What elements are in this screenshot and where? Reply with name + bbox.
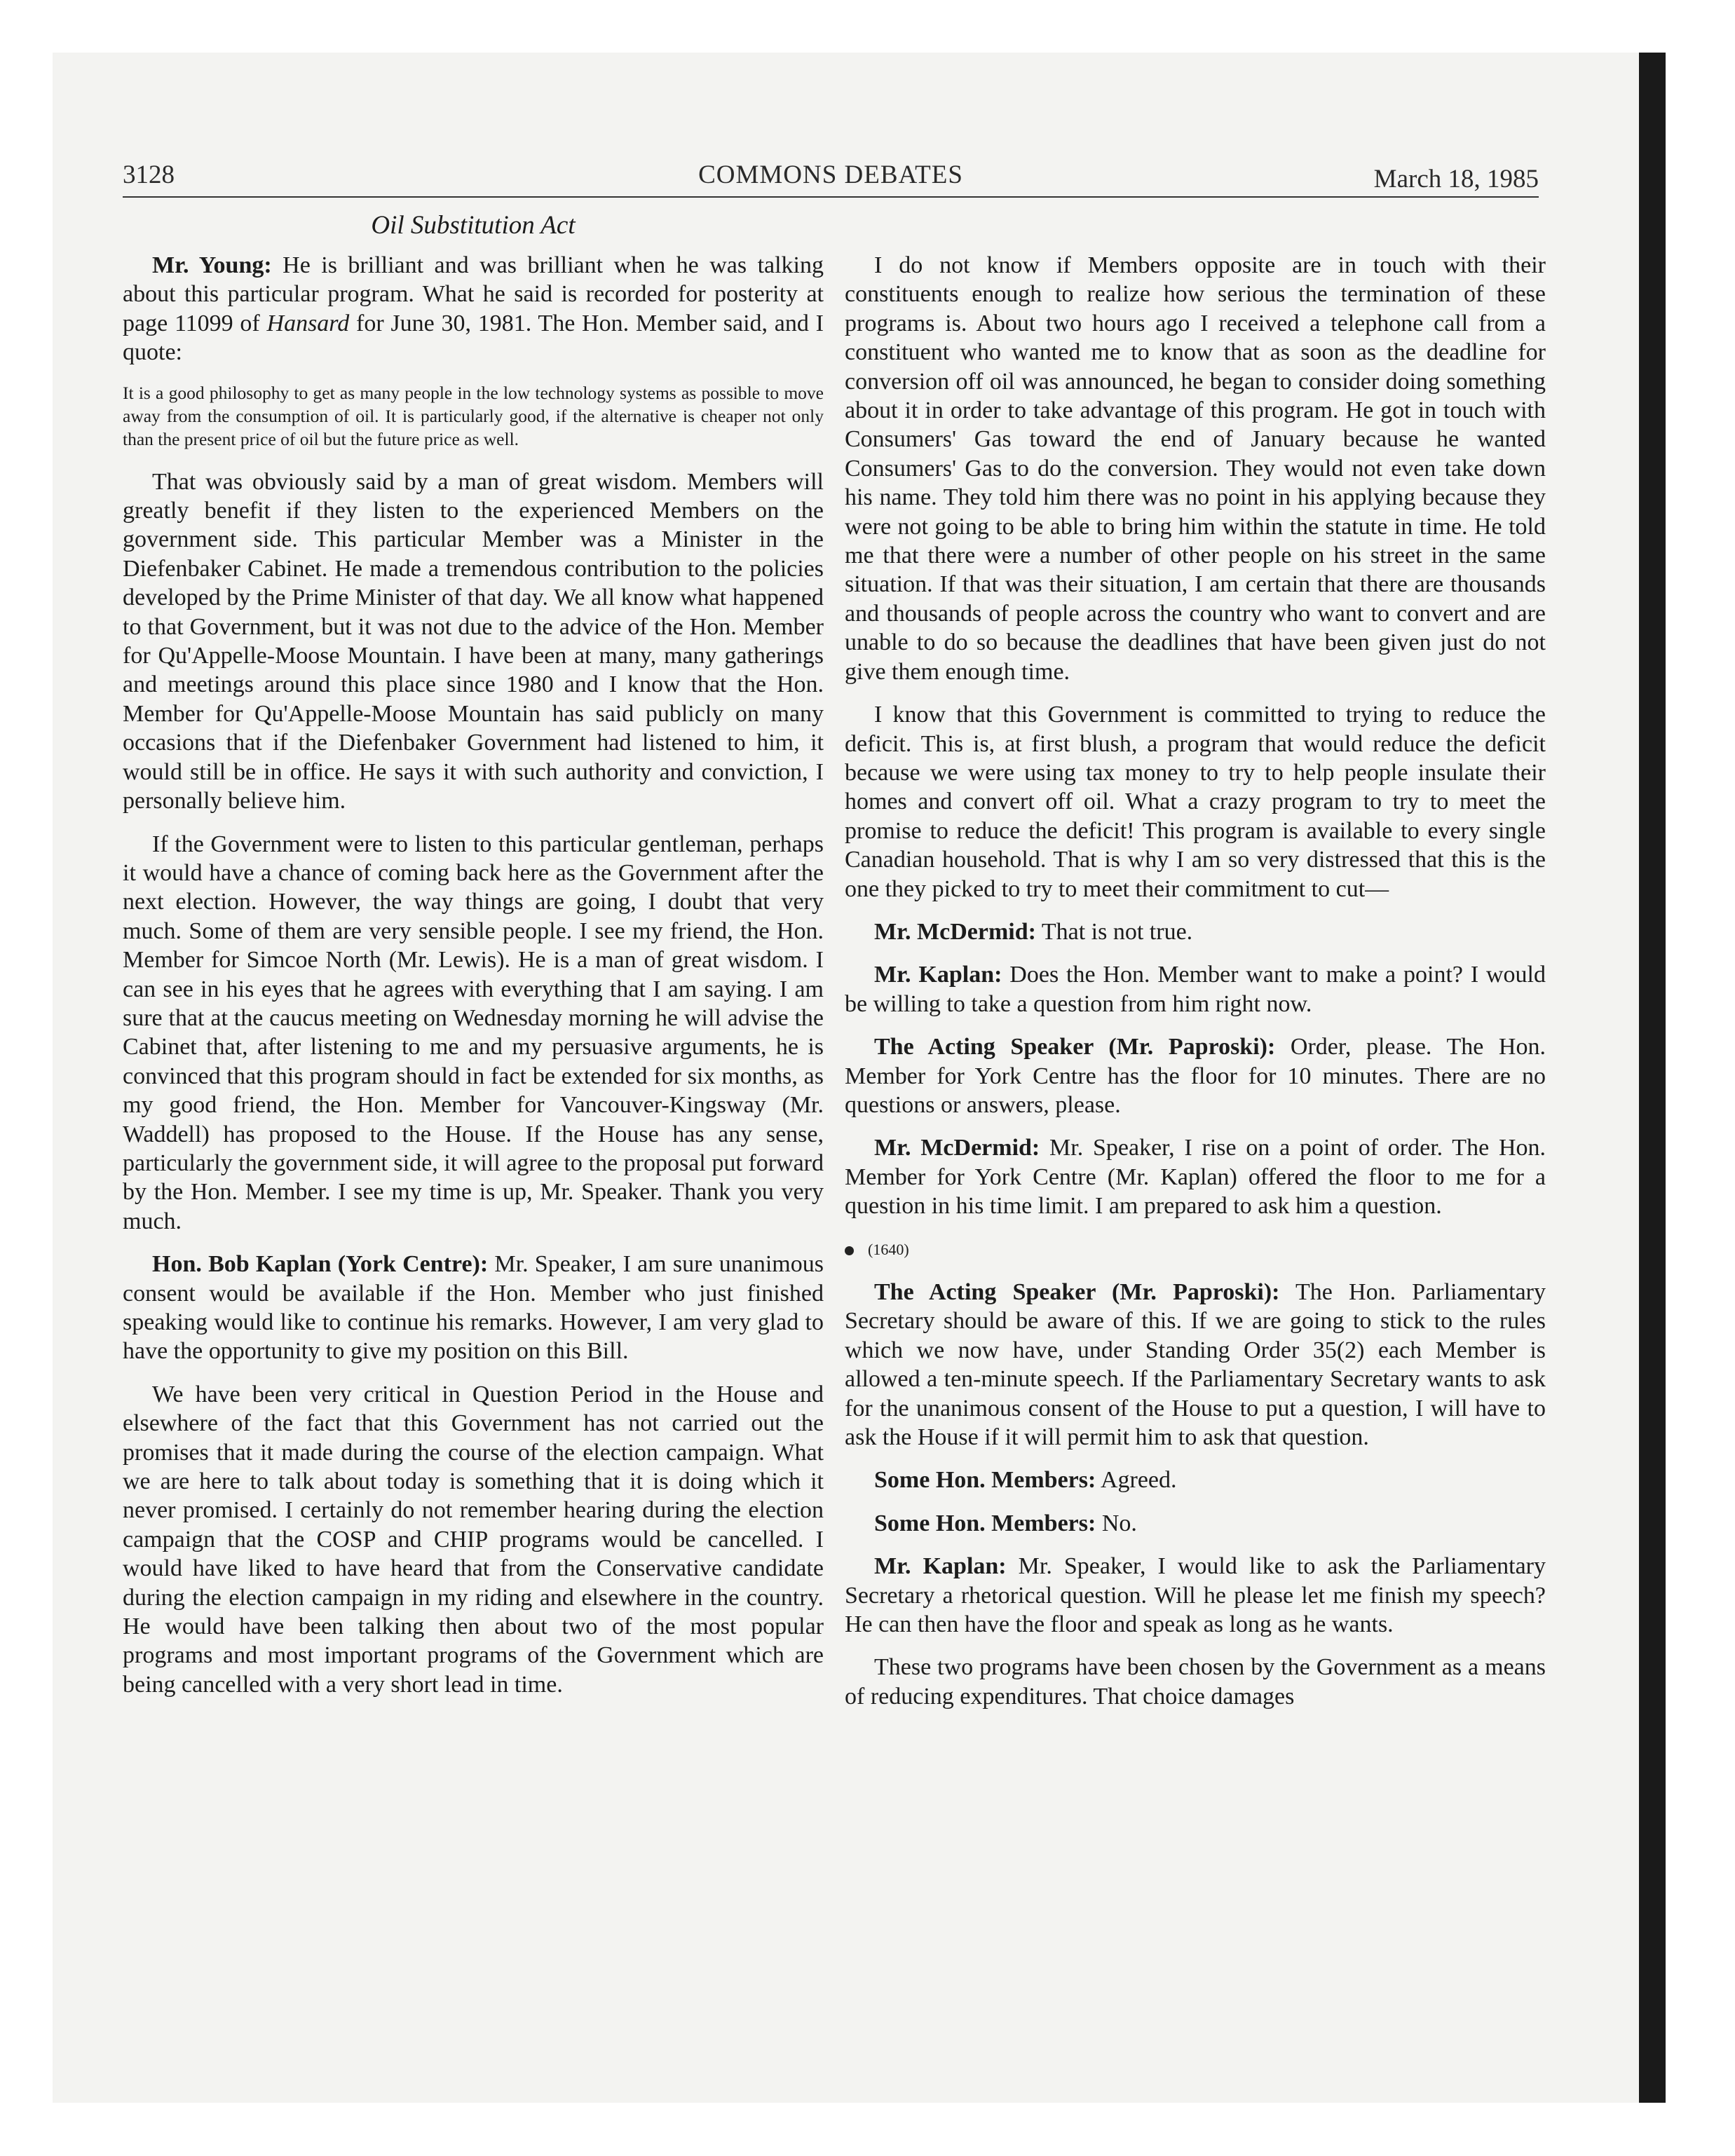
paragraph: I know that this Government is committed to trying to reduce the deficit. This is, at first blush, a program that would reduce the deficit because we were using tax money to try to help people insulate their homes and convert off oil. What a crazy program to try to meet the promise to reduce the deficit! This program is available to every single Canadian household. That is why I am so very distressed that this is the one they picked to try to meet their commitment to cut— [845, 702, 1546, 902]
paragraph: These two programs have been chosen by the Government as a means of reducing expenditures. That choice damages [845, 1654, 1546, 1710]
speaker-name: The Acting Speaker (Mr. Paproski): [874, 1034, 1276, 1060]
paragraph: I do not know if Members opposite are in touch with their constituents enough to realize how serious the termination of these programs is. About two hours ago I received a telephone call from a constituent who wanted me to know that as soon as the deadline for conversion off oil was announced, he began to consider doing something about it in order to take advantage of this program. He got in touch with Consumers' Gas toward the end of January because he wanted Consumers' Gas to do the conversion. They would not even take down his name. They told him there was no point in his applying because they were not going to be able to bring him within the statute in time. He told me that there were a number of other people on his street in the same situation. If that was their situation, I am certain that there are thousands and thousands of people across the country who want to convert and are unable to do so because the deadlines that have been given just do not give them enough time. [845, 252, 1546, 685]
speaker-name: Some Hon. Members: [874, 1510, 1096, 1536]
paragraph: If the Government were to listen to this particular gentleman, perhaps it would have a chance of coming back here as the Government after the next election. However, the way things are going, I doubt that very much. Some of them are very sensible people. I see my friend, the Hon. Member for Simcoe North (Mr. Lewis). He is a man of great wisdom. I can see in his eyes that he agrees with everything that I am saying. I am sure that at the caucus meeting on Wednesday morning he will advise the Cabinet that, after listening to me and my persuasive arguments, he is convinced that this program should in fact be extended for six months, as my good friend, the Hon. Member for Vancouver-Kingsway (Mr. Waddell) has proposed to the House. If the House has any sense, particularly the government side, it will agree to the proposal put forward by the Hon. Member. I see my time is up, Mr. Speaker. Thank you very much. [123, 831, 824, 1234]
right-column [845, 251, 1546, 1725]
speaker-name: Mr. McDermid: [874, 1135, 1040, 1161]
header-date: March 18, 1985 [1373, 165, 1539, 193]
paragraph: The Acting Speaker (Mr. Paproski): The Hon. Parliamentary Secretary should be aware of this. If we are going to stick to the rules which we now have, under Standing Order 35(2) each Member is allowed a ten-minute speech. If the Parliamentary Secretary wants to ask for the unanimous consent of the House to put a question, I will have to ask the House if it will permit him to ask that question. [845, 1279, 1546, 1451]
paragraph: Some Hon. Members: Agreed. [874, 1467, 1177, 1494]
running-head: Oil Substitution Act [371, 211, 576, 240]
page-edge-shadow [1639, 53, 1666, 2103]
block-quote: It is a good philosophy to get as many people in the low technology systems as possible to move away from the consumption of oil. It is particularly good, if the alternative is cheaper not only than the present price of oil but the future price as well. [123, 382, 824, 449]
speaker-name: Mr. McDermid: [874, 918, 1036, 945]
speaker-name: Mr. Kaplan: [874, 962, 1002, 988]
paragraph: Some Hon. Members: No. [874, 1510, 1137, 1536]
speaker-name: The Acting Speaker (Mr. Paproski): [874, 1279, 1280, 1305]
publication-title: COMMONS DEBATES [698, 161, 963, 189]
paragraph: Mr. Kaplan: Does the Hon. Member want to make a point? I would be willing to take a question from him right now. [845, 962, 1546, 1017]
left-column [123, 251, 824, 1713]
paragraph: The Acting Speaker (Mr. Paproski): Order, please. The Hon. Member for York Centre has the floor for 10 minutes. There are no questions or answers, please. [845, 1034, 1546, 1118]
time-marker: (1640) [845, 1235, 1546, 1264]
speaker-name: Hon. Bob Kaplan (York Centre): [152, 1251, 489, 1278]
speaker-name: Mr. Kaplan: [874, 1553, 1007, 1580]
bullet-icon [845, 1246, 854, 1255]
speaker-name: Mr. Young: [152, 252, 272, 278]
paragraph: That was obviously said by a man of great wisdom. Members will greatly benefit if they listen to the experienced Members on the government side. This particular Member was a Minister in the Diefenbaker Cabinet. He made a tremendous contribution to the policies developed by the Prime Minister of that day. We all know what happened to that Government, but it was not due to the advice of the Hon. Member for Qu'Appelle-Moose Mountain. I have been at many, many gatherings and meetings around this place since 1980 and I know that the Hon. Member for Qu'Appelle-Moose Mountain has said publicly on many occasions that if the Diefenbaker Government had listened to him, it would still be in office. He says it with such authority and conviction, I personally believe him. [123, 468, 824, 814]
paragraph: Mr. McDermid: Mr. Speaker, I rise on a point of order. The Hon. Member for York Centre (Mr. Kaplan) offered the floor to me for a question in his time limit. I am prepared to ask him a question. [845, 1135, 1546, 1220]
paragraph: Hon. Bob Kaplan (York Centre): Mr. Speaker, I am sure unanimous consent would be available if the Hon. Member who just finished speaking would like to continue his remarks. However, I am very glad to have the opportunity to give my position on this Bill. [123, 1251, 824, 1365]
paragraph: Mr. Kaplan: Mr. Speaker, I would like to ask the Parliamentary Secretary a rhetorical question. Will he please let me finish my speech? He can then have the floor and speak as long as he wants. [845, 1553, 1546, 1638]
paragraph: Mr. McDermid: That is not true. [874, 918, 1193, 945]
speaker-name: Some Hon. Members: [874, 1467, 1096, 1494]
paragraph: Mr. Young: He is brilliant and was brilliant when he was talking about this particular program. What he said is recorded for posterity at page 11099 of Hansard for June 30, 1981. The Hon. Member said, and I quote: [123, 252, 824, 366]
page-header [123, 160, 1539, 196]
paragraph: We have been very critical in Question Period in the House and elsewhere of the fact that this Government has not carried out the promises that it made during the course of the election campaign. What we are here to talk about today is something that it is doing which it never promised. I certainly do not remember hearing during the election campaign that the COSP and CHIP programs would be cancelled. I would have liked to have heard that from the Conservative candidate during the election campaign in my riding and elsewhere in the country. He would have been talking then about two of the most popular programs and most important programs of the Government which are being cancelled with a very short lead in time. [123, 1381, 824, 1698]
header-rule [123, 196, 1539, 198]
page-number: 3128 [123, 161, 175, 189]
